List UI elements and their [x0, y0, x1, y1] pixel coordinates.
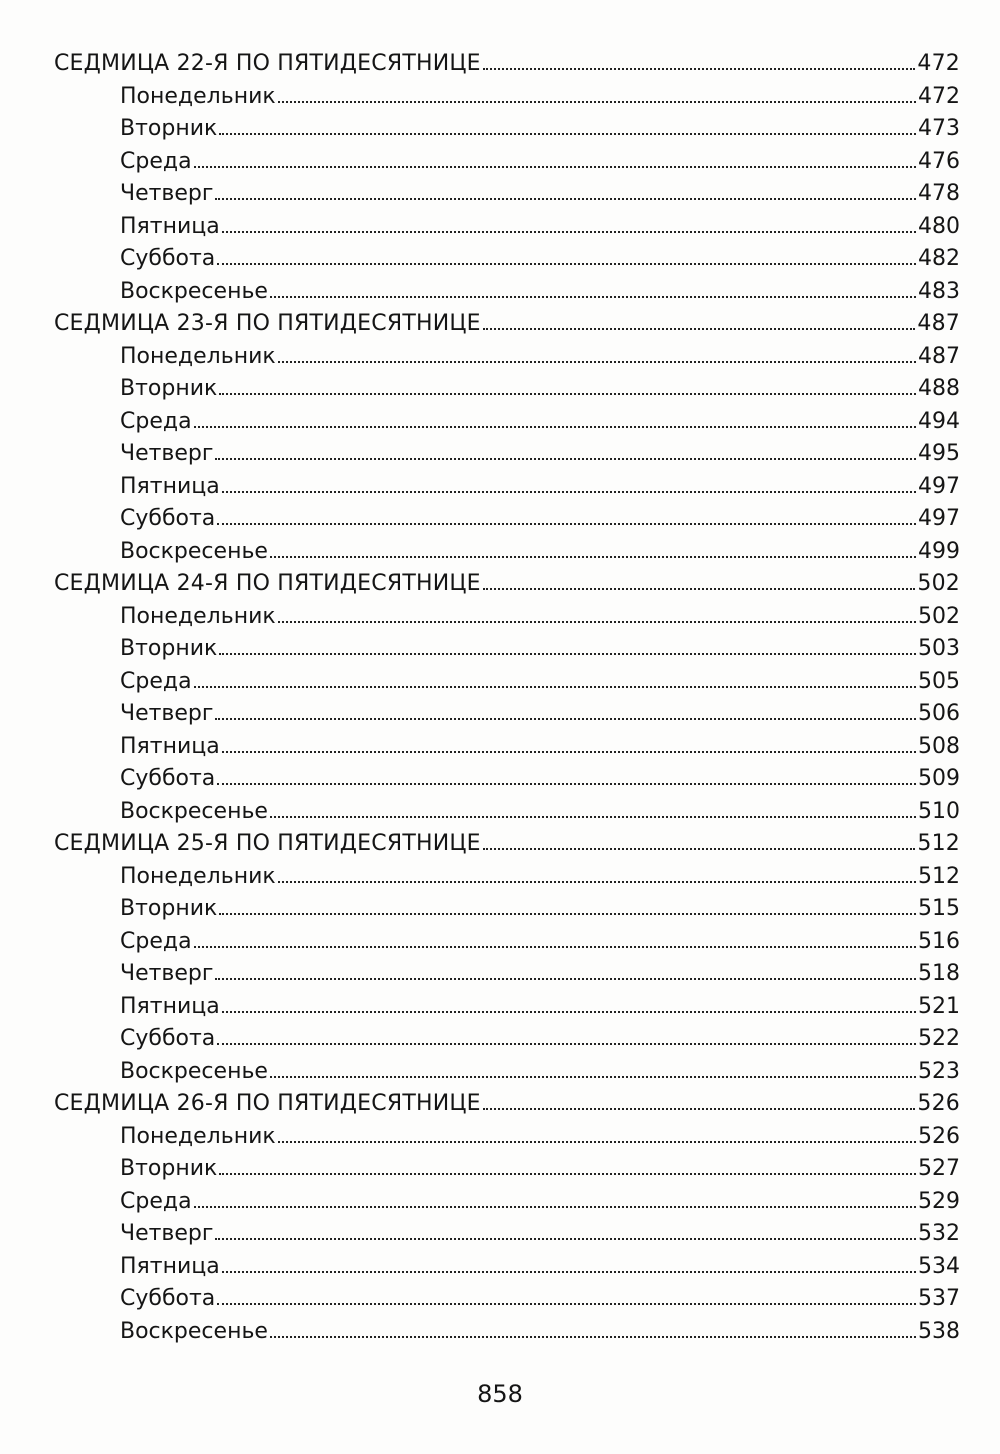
- dot-leader: [278, 881, 916, 883]
- entry-label: Суббота: [120, 506, 216, 531]
- table-of-contents: [0, 48, 1000, 1348]
- entry-label: Вторник: [120, 1156, 218, 1181]
- toc-entry: [0, 1153, 1000, 1186]
- toc-entry: [0, 211, 1000, 244]
- dot-leader: [194, 946, 916, 948]
- toc-entry: [0, 243, 1000, 276]
- entry-label: Воскресенье: [120, 798, 268, 824]
- dot-leader: [219, 653, 916, 655]
- entry-label: Воскресенье: [120, 1318, 268, 1344]
- dot-leader: [215, 1238, 916, 1240]
- toc-entry: [0, 81, 1000, 114]
- entry-label: Пятница: [120, 473, 220, 499]
- entry-page-number: 476: [918, 148, 960, 174]
- toc-entry: [0, 926, 1000, 959]
- entry-page-number: 529: [918, 1188, 960, 1214]
- entry-page-number: 534: [918, 1253, 960, 1279]
- toc-entry: [0, 1251, 1000, 1284]
- dot-leader: [194, 426, 916, 428]
- entry-label: Среда: [120, 148, 192, 174]
- entry-label: Пятница: [120, 733, 220, 759]
- entry-page-number: 495: [918, 441, 960, 466]
- entry-label: Воскресенье: [120, 278, 268, 304]
- dot-leader: [219, 913, 916, 915]
- dot-leader: [217, 783, 916, 785]
- section-title: СЕДМИЦА 25-Я ПО ПЯТИДЕСЯТНИЦЕ: [54, 831, 481, 856]
- entry-label: Воскресенье: [120, 538, 268, 564]
- toc-entry: [0, 633, 1000, 666]
- toc-entry: [0, 276, 1000, 309]
- entry-page-number: 538: [918, 1318, 960, 1344]
- entry-page-number: 478: [918, 181, 960, 206]
- toc-entry: [0, 113, 1000, 146]
- toc-entry: [0, 666, 1000, 699]
- dot-leader: [483, 328, 916, 330]
- entry-label: Вторник: [120, 116, 218, 141]
- entry-page-number: 521: [918, 993, 960, 1019]
- dot-leader: [278, 361, 916, 363]
- toc-entry: [0, 731, 1000, 764]
- dot-leader: [278, 101, 916, 103]
- toc-section: [0, 1088, 1000, 1348]
- toc-entry: [0, 471, 1000, 504]
- section-page-number: 502: [917, 571, 960, 596]
- toc-section-heading: [0, 48, 1000, 81]
- dot-leader: [194, 1206, 916, 1208]
- entry-label: Суббота: [120, 246, 216, 271]
- section-page-number: 512: [917, 831, 960, 856]
- section-title: СЕДМИЦА 22-Я ПО ПЯТИДЕСЯТНИЦЕ: [54, 51, 481, 76]
- dot-leader: [270, 1336, 916, 1338]
- entry-label: Четверг: [120, 701, 214, 726]
- toc-entry: [0, 1218, 1000, 1251]
- toc-entry: [0, 1056, 1000, 1089]
- entry-page-number: 494: [918, 408, 960, 434]
- dot-leader: [215, 458, 916, 460]
- toc-entry: [0, 958, 1000, 991]
- dot-leader: [215, 978, 916, 980]
- dot-leader: [217, 1303, 916, 1305]
- toc-entry: [0, 861, 1000, 894]
- toc-entry: [0, 1283, 1000, 1316]
- entry-page-number: 499: [918, 538, 960, 564]
- entry-page-number: 512: [918, 863, 960, 889]
- dot-leader: [270, 816, 916, 818]
- dot-leader: [483, 1108, 916, 1110]
- toc-entry: [0, 503, 1000, 536]
- dot-leader: [215, 198, 916, 200]
- dot-leader: [219, 1173, 916, 1175]
- toc-entry: [0, 1121, 1000, 1154]
- entry-page-number: 503: [918, 636, 960, 661]
- entry-label: Вторник: [120, 636, 218, 661]
- entry-page-number: 508: [918, 733, 960, 759]
- entry-page-number: 509: [918, 766, 960, 791]
- entry-page-number: 483: [918, 278, 960, 304]
- entry-label: Пятница: [120, 213, 220, 239]
- toc-entry: [0, 1316, 1000, 1349]
- page-number: 858: [477, 1380, 523, 1408]
- dot-leader: [194, 686, 916, 688]
- entry-label: Суббота: [120, 1026, 216, 1051]
- dot-leader: [270, 296, 916, 298]
- section-title: СЕДМИЦА 26-Я ПО ПЯТИДЕСЯТНИЦЕ: [54, 1091, 481, 1116]
- dot-leader: [194, 166, 916, 168]
- entry-label: Суббота: [120, 766, 216, 791]
- dot-leader: [217, 263, 916, 265]
- toc-entry: [0, 536, 1000, 569]
- entry-label: Среда: [120, 1188, 192, 1214]
- entry-page-number: 472: [918, 83, 960, 109]
- entry-page-number: 532: [918, 1221, 960, 1246]
- section-page-number: 526: [917, 1091, 960, 1116]
- toc-section-heading: [0, 1088, 1000, 1121]
- entry-label: Среда: [120, 928, 192, 954]
- entry-page-number: 510: [918, 798, 960, 824]
- dot-leader: [219, 393, 916, 395]
- toc-section: [0, 308, 1000, 568]
- entry-label: Понедельник: [120, 83, 276, 109]
- entry-page-number: 473: [918, 116, 960, 141]
- toc-entry: [0, 698, 1000, 731]
- toc-entry: [0, 373, 1000, 406]
- entry-page-number: 502: [918, 603, 960, 629]
- entry-page-number: 537: [918, 1286, 960, 1311]
- toc-section: [0, 568, 1000, 828]
- entry-page-number: 516: [918, 928, 960, 954]
- entry-page-number: 505: [918, 668, 960, 694]
- toc-entry: [0, 991, 1000, 1024]
- entry-label: Пятница: [120, 993, 220, 1019]
- entry-page-number: 497: [918, 506, 960, 531]
- entry-page-number: 526: [918, 1123, 960, 1149]
- dot-leader: [222, 751, 916, 753]
- entry-page-number: 487: [918, 343, 960, 369]
- dot-leader: [217, 1043, 916, 1045]
- section-title: СЕДМИЦА 24-Я ПО ПЯТИДЕСЯТНИЦЕ: [54, 571, 481, 596]
- dot-leader: [217, 523, 916, 525]
- entry-page-number: 482: [918, 246, 960, 271]
- dot-leader: [278, 1141, 916, 1143]
- dot-leader: [483, 68, 916, 70]
- toc-entry: [0, 406, 1000, 439]
- entry-page-number: 497: [918, 473, 960, 499]
- dot-leader: [222, 1271, 916, 1273]
- entry-page-number: 527: [918, 1156, 960, 1181]
- dot-leader: [219, 133, 916, 135]
- entry-page-number: 515: [918, 896, 960, 921]
- toc-section-heading: [0, 308, 1000, 341]
- dot-leader: [483, 588, 916, 590]
- entry-label: Пятница: [120, 1253, 220, 1279]
- section-title: СЕДМИЦА 23-Я ПО ПЯТИДЕСЯТНИЦЕ: [54, 311, 481, 336]
- dot-leader: [483, 848, 916, 850]
- entry-label: Четверг: [120, 961, 214, 986]
- toc-entry: [0, 438, 1000, 471]
- entry-label: Четверг: [120, 1221, 214, 1246]
- entry-page-number: 506: [918, 701, 960, 726]
- entry-label: Понедельник: [120, 1123, 276, 1149]
- section-page-number: 472: [917, 51, 960, 76]
- dot-leader: [222, 491, 916, 493]
- toc-section-heading: [0, 828, 1000, 861]
- entry-label: Понедельник: [120, 863, 276, 889]
- toc-section-heading: [0, 568, 1000, 601]
- entry-label: Понедельник: [120, 343, 276, 369]
- toc-entry: [0, 178, 1000, 211]
- toc-entry: [0, 341, 1000, 374]
- entry-page-number: 523: [918, 1058, 960, 1084]
- toc-entry: [0, 146, 1000, 179]
- toc-section: [0, 828, 1000, 1088]
- toc-entry: [0, 1023, 1000, 1056]
- entry-label: Суббота: [120, 1286, 216, 1311]
- entry-label: Понедельник: [120, 603, 276, 629]
- entry-label: Среда: [120, 668, 192, 694]
- toc-entry: [0, 763, 1000, 796]
- entry-label: Четверг: [120, 441, 214, 466]
- entry-label: Вторник: [120, 896, 218, 921]
- toc-entry: [0, 796, 1000, 829]
- entry-page-number: 480: [918, 213, 960, 239]
- toc-entry: [0, 893, 1000, 926]
- toc-entry: [0, 601, 1000, 634]
- toc-section: [0, 48, 1000, 308]
- entry-label: Вторник: [120, 376, 218, 401]
- toc-entry: [0, 1186, 1000, 1219]
- section-page-number: 487: [917, 311, 960, 336]
- entry-page-number: 518: [918, 961, 960, 986]
- entry-label: Среда: [120, 408, 192, 434]
- dot-leader: [222, 231, 916, 233]
- dot-leader: [270, 556, 916, 558]
- dot-leader: [215, 718, 916, 720]
- entry-label: Воскресенье: [120, 1058, 268, 1084]
- entry-label: Четверг: [120, 181, 214, 206]
- entry-page-number: 522: [918, 1026, 960, 1051]
- dot-leader: [278, 621, 916, 623]
- entry-page-number: 488: [918, 376, 960, 401]
- dot-leader: [222, 1011, 916, 1013]
- dot-leader: [270, 1076, 916, 1078]
